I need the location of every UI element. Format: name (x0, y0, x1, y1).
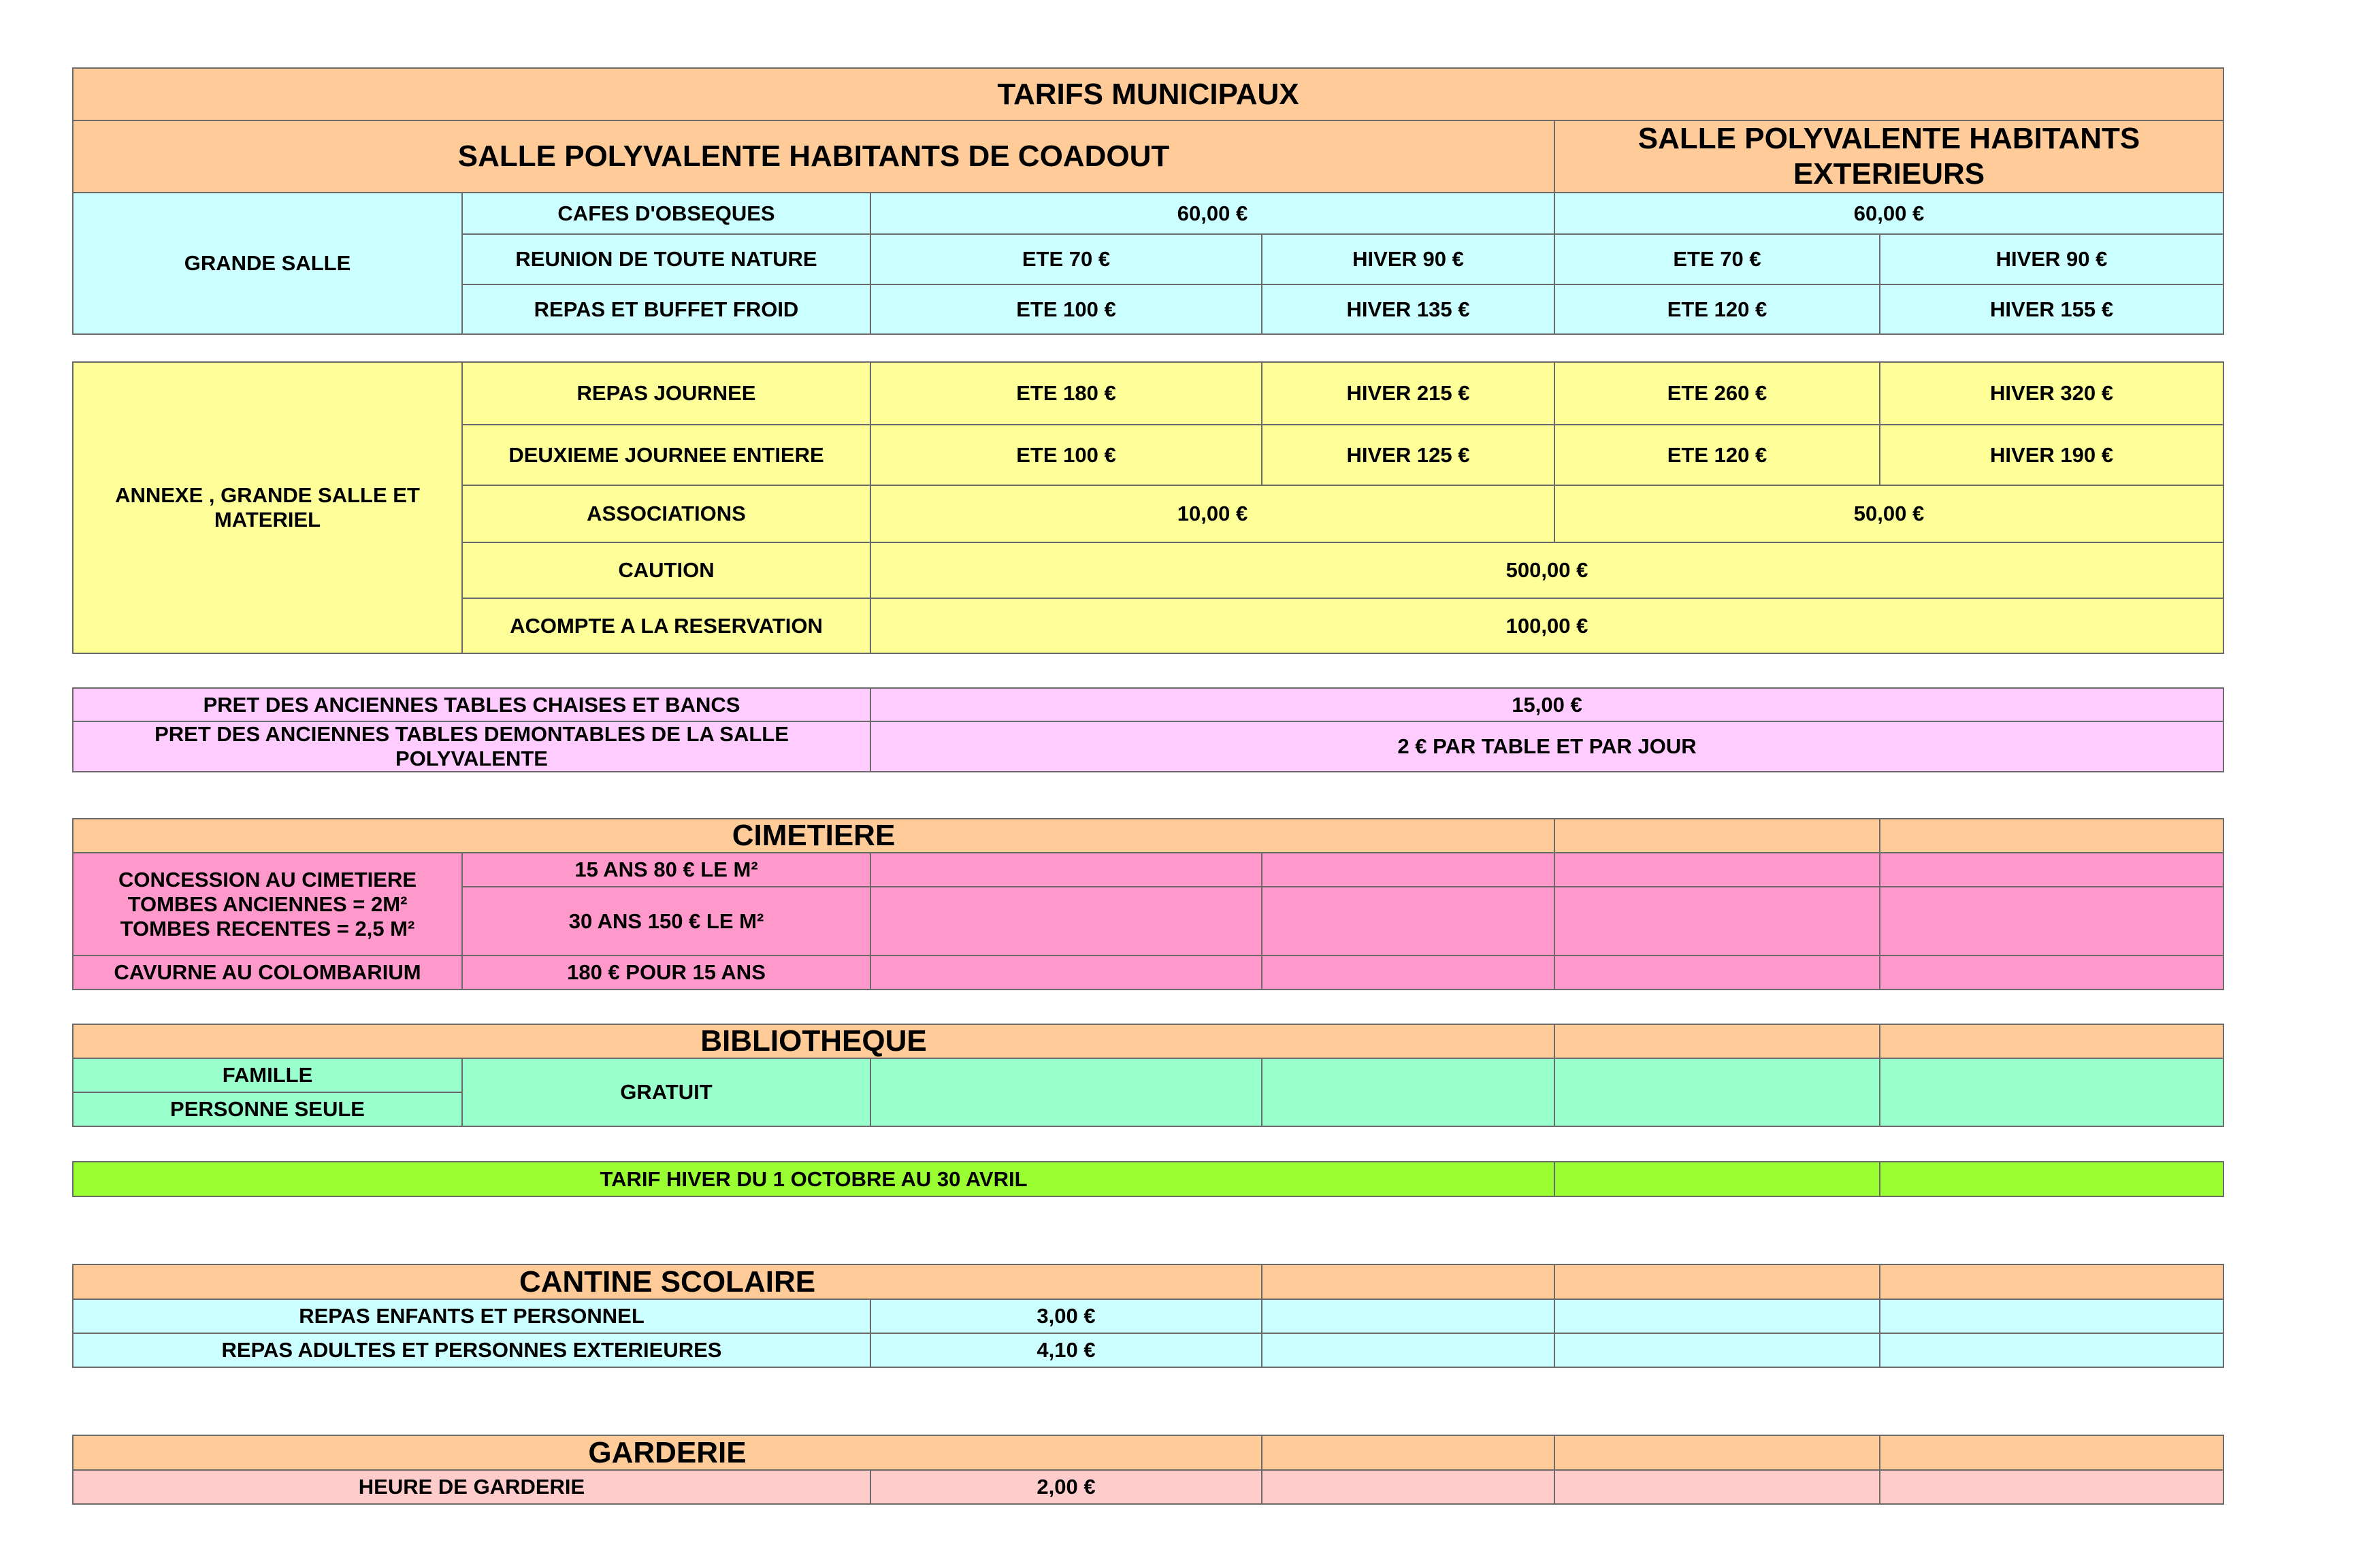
cantine-table (72, 1264, 2224, 1368)
pret-block (72, 687, 2223, 772)
price-cell: 500,00 € (870, 542, 2223, 598)
exterieurs-header: SALLE POLYVALENTE HABITANTS EXTERIEURS (1554, 120, 2223, 193)
price-cell: 50,00 € (1554, 485, 2223, 542)
empty-cell (1262, 1333, 1554, 1367)
price-cell: HIVER 190 € (1880, 425, 2223, 485)
row-label: CAUTION (462, 542, 870, 598)
empty-cell (1880, 819, 2223, 853)
price-cell: ETE 100 € (870, 425, 1262, 485)
garderie-block (72, 1435, 2223, 1505)
empty-cell (1554, 887, 1880, 956)
tarif-hiver-note: TARIF HIVER DU 1 OCTOBRE AU 30 AVRIL (73, 1162, 1554, 1196)
empty-cell (1880, 1470, 2223, 1504)
price-cell: 180 € POUR 15 ANS (462, 956, 870, 990)
empty-cell (1880, 1435, 2223, 1470)
row-label: PRET DES ANCIENNES TABLES CHAISES ET BANCS (73, 688, 870, 721)
price-cell: ETE 120 € (1554, 425, 1880, 485)
price-cell: HIVER 215 € (1262, 362, 1554, 425)
price-cell: 60,00 € (870, 193, 1554, 234)
row-label: REUNION DE TOUTE NATURE (462, 234, 870, 284)
price-cell: ETE 180 € (870, 362, 1262, 425)
row-label: REPAS ENFANTS ET PERSONNEL (73, 1299, 870, 1333)
empty-cell (1880, 1333, 2223, 1367)
row-label: PRET DES ANCIENNES TABLES DEMONTABLES DE LA SALLE POLYVALENTE (73, 721, 870, 772)
concession-line: TOMBES ANCIENNES = 2M² (127, 892, 408, 916)
price-cell: ETE 70 € (1554, 234, 1880, 284)
annexe-label: ANNEXE , GRANDE SALLE ET MATERIEL (73, 362, 462, 653)
price-cell: 3,00 € (870, 1299, 1262, 1333)
empty-cell (1262, 1435, 1554, 1470)
price-cell: HIVER 155 € (1880, 284, 2223, 334)
row-label: DEUXIEME JOURNEE ENTIERE (462, 425, 870, 485)
price-cell: 15,00 € (870, 688, 2223, 721)
grande-salle-block (72, 67, 2223, 335)
empty-cell (1554, 819, 1880, 853)
empty-cell (1554, 1264, 1880, 1299)
price-cell: HIVER 90 € (1880, 234, 2223, 284)
annexe-table (72, 361, 2224, 654)
empty-cell (1554, 956, 1880, 990)
price-cell: ETE 260 € (1554, 362, 1880, 425)
row-label: PERSONNE SEULE (73, 1092, 462, 1126)
price-cell: ETE 120 € (1554, 284, 1880, 334)
empty-cell (1262, 956, 1554, 990)
row-label: ACOMPTE A LA RESERVATION (462, 598, 870, 653)
empty-cell (1262, 1264, 1554, 1299)
row-label: HEURE DE GARDERIE (73, 1470, 870, 1504)
empty-cell (1880, 887, 2223, 956)
cantine-header: CANTINE SCOLAIRE (73, 1264, 1262, 1299)
empty-cell (1554, 1333, 1880, 1367)
empty-cell (1880, 1299, 2223, 1333)
empty-cell (1554, 1470, 1880, 1504)
bibliotheque-header: BIBLIOTHEQUE (73, 1024, 1554, 1058)
empty-cell (1880, 1264, 2223, 1299)
bibliotheque-block (72, 1024, 2223, 1127)
empty-cell (870, 1058, 1262, 1126)
cantine-block (72, 1264, 2223, 1368)
concession-line: TOMBES RECENTES = 2,5 M² (120, 916, 415, 941)
price-cell: 15 ANS 80 € LE M² (462, 853, 870, 887)
price-cell: 4,10 € (870, 1333, 1262, 1367)
empty-cell (1880, 853, 2223, 887)
concession-line: CONCESSION AU CIMETIERE (118, 867, 417, 892)
page-title: TARIFS MUNICIPAUX (73, 68, 2223, 120)
empty-cell (1880, 1058, 2223, 1126)
price-cell: ETE 70 € (870, 234, 1262, 284)
row-label: CAFES D'OBSEQUES (462, 193, 870, 234)
empty-cell (1554, 1299, 1880, 1333)
grande-salle-table (72, 67, 2224, 335)
bibliotheque-table (72, 1024, 2224, 1127)
empty-cell (870, 887, 1262, 956)
price-cell: HIVER 125 € (1262, 425, 1554, 485)
price-cell: ETE 100 € (870, 284, 1262, 334)
garderie-table (72, 1435, 2224, 1505)
empty-cell (1262, 1299, 1554, 1333)
price-cell: HIVER 135 € (1262, 284, 1554, 334)
empty-cell (1262, 887, 1554, 956)
price-cell: 10,00 € (870, 485, 1554, 542)
empty-cell (1554, 1162, 1880, 1196)
empty-cell (1880, 956, 2223, 990)
price-cell: GRATUIT (462, 1058, 870, 1126)
price-cell: 2 € PAR TABLE ET PAR JOUR (870, 721, 2223, 772)
cimetiere-table (72, 818, 2224, 990)
cimetiere-block (72, 818, 2223, 990)
grande-salle-label: GRANDE SALLE (73, 193, 462, 334)
tarif-hiver-table (72, 1161, 2224, 1197)
empty-cell (1262, 1058, 1554, 1126)
price-cell: HIVER 320 € (1880, 362, 2223, 425)
empty-cell (1554, 1435, 1880, 1470)
row-label: CAVURNE AU COLOMBARIUM (73, 956, 462, 990)
pret-table (72, 687, 2224, 772)
row-label: REPAS ADULTES ET PERSONNES EXTERIEURES (73, 1333, 870, 1367)
price-cell: 100,00 € (870, 598, 2223, 653)
price-cell: HIVER 90 € (1262, 234, 1554, 284)
cimetiere-header: CIMETIERE (73, 819, 1554, 853)
empty-cell (1880, 1162, 2223, 1196)
concession-label (73, 853, 462, 956)
tarif-hiver-block (72, 1161, 2223, 1197)
empty-cell (1880, 1024, 2223, 1058)
empty-cell (870, 853, 1262, 887)
annexe-block (72, 361, 2223, 654)
row-label: REPAS JOURNEE (462, 362, 870, 425)
row-label: FAMILLE (73, 1058, 462, 1092)
empty-cell (870, 956, 1262, 990)
row-label: REPAS ET BUFFET FROID (462, 284, 870, 334)
garderie-header: GARDERIE (73, 1435, 1262, 1470)
empty-cell (1262, 1470, 1554, 1504)
empty-cell (1554, 1024, 1880, 1058)
row-label: ASSOCIATIONS (462, 485, 870, 542)
price-cell: 60,00 € (1554, 193, 2223, 234)
empty-cell (1554, 1058, 1880, 1126)
empty-cell (1554, 853, 1880, 887)
coadout-header: SALLE POLYVALENTE HABITANTS DE COADOUT (73, 120, 1554, 193)
price-cell: 30 ANS 150 € LE M² (462, 887, 870, 956)
empty-cell (1262, 853, 1554, 887)
price-cell: 2,00 € (870, 1470, 1262, 1504)
